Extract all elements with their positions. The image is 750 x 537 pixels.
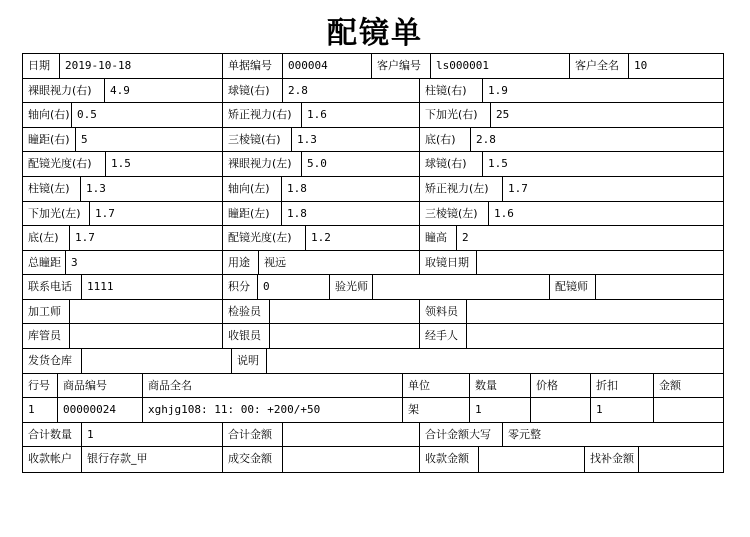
empty-field [654, 398, 723, 422]
empty-field [283, 447, 420, 472]
field-value: 10 [634, 59, 648, 72]
empty-field [283, 423, 420, 447]
field-label: 收款帐户 [23, 447, 82, 472]
form-row [23, 103, 723, 128]
field-value: 2019-10-18 [60, 54, 223, 78]
form-row [23, 152, 723, 177]
field-label: 底(右) [420, 128, 471, 152]
field-label: 配镜光度(右) [23, 152, 106, 176]
field-value: 1.6 [302, 103, 420, 127]
field-value: 1.7 [70, 226, 223, 250]
field-value: xghjg108: 11: 00: +200/+50 [143, 398, 403, 422]
field-label: 用途 [223, 251, 259, 275]
field-label: 成交金额 [223, 447, 283, 472]
field-label: 瞳高 [420, 226, 457, 250]
field-value: 1111 [82, 275, 223, 299]
form-row [23, 374, 723, 399]
field-value: 单位 [403, 374, 470, 398]
empty-field [467, 324, 723, 348]
field-label: 客户编号 [372, 54, 431, 78]
field-label: 轴向(左) [223, 177, 282, 201]
form-row [23, 54, 723, 79]
field-value: 0.5 [72, 103, 223, 127]
field-value: 25 [496, 108, 510, 122]
field-label: 配镜光度(左) [223, 226, 306, 250]
field-label: 说明 [232, 349, 267, 373]
field-label: 发货仓库 [23, 349, 82, 373]
empty-field [267, 349, 723, 373]
form-row [23, 324, 723, 349]
field-label: 检验员 [223, 300, 270, 324]
form-row [23, 79, 723, 104]
field-label: 经手人 [420, 324, 467, 348]
field-value: 1.5 [488, 157, 508, 171]
field-label: 积分 [223, 275, 258, 299]
empty-field [270, 324, 420, 348]
field-label: 配镜师 [550, 275, 596, 299]
field-value: 金额 [659, 378, 681, 392]
field-label: 取镜日期 [420, 251, 477, 275]
field-label: 瞳距(左) [223, 202, 282, 226]
form-row [23, 398, 723, 423]
empty-field [70, 324, 223, 348]
field-label: 轴向(右) [23, 103, 72, 127]
field-value: 数量 [470, 374, 531, 398]
order-form [22, 53, 724, 473]
field-value: 1 [82, 423, 223, 447]
field-label: 收款金额 [420, 447, 479, 472]
field-value: 2.8 [283, 79, 420, 103]
field-value: 1.3 [81, 177, 223, 201]
field-value: 1.8 [282, 202, 420, 226]
field-value: 1 [591, 398, 654, 422]
field-value: 行号 [23, 374, 58, 398]
field-value: 000004 [283, 54, 372, 78]
field-label: 验光师 [330, 275, 373, 299]
field-value: 商品全名 [143, 374, 403, 398]
field-label: 柱镜(左) [23, 177, 81, 201]
empty-field [373, 275, 550, 299]
empty-field [467, 300, 723, 324]
empty-field [270, 300, 420, 324]
field-label: 联系电话 [23, 275, 82, 299]
field-label: 合计金额 [223, 423, 283, 447]
form-row [23, 447, 723, 472]
field-value: 零元整 [508, 427, 541, 441]
field-label: 单据编号 [223, 54, 283, 78]
field-label: 日期 [23, 54, 60, 78]
field-label: 领料员 [420, 300, 467, 324]
field-label: 球镜(右) [420, 152, 483, 176]
field-value: 0 [258, 275, 330, 299]
field-value: 4.9 [105, 79, 223, 103]
field-value: 2 [462, 231, 469, 245]
field-value: 银行存款_甲 [82, 447, 223, 472]
field-label: 瞳距(右) [23, 128, 76, 152]
field-value: 1.9 [488, 83, 508, 97]
field-label: 底(左) [23, 226, 70, 250]
empty-field [479, 447, 585, 472]
field-value: 1.6 [494, 206, 514, 220]
form-row [23, 226, 723, 251]
field-value: 1.5 [106, 152, 223, 176]
field-label: 客户全名 [570, 54, 629, 78]
form-row [23, 251, 723, 276]
form-row [23, 275, 723, 300]
field-value: 架 [403, 398, 470, 422]
form-row [23, 177, 723, 202]
empty-field [639, 447, 723, 472]
empty-field [477, 251, 723, 275]
field-value: 商品编号 [58, 374, 143, 398]
field-value: 折扣 [591, 374, 654, 398]
field-label: 三棱镜(右) [223, 128, 292, 152]
field-value: 1.8 [282, 177, 420, 201]
field-label: 球镜(右) [223, 79, 283, 103]
field-label: 收银员 [223, 324, 270, 348]
field-value: 1.7 [508, 181, 528, 195]
form-row [23, 349, 723, 374]
page-title: 配镜单 [327, 16, 423, 51]
field-value: 5 [76, 128, 223, 152]
field-label: 库管员 [23, 324, 70, 348]
empty-field [531, 398, 591, 422]
field-label: 柱镜(右) [420, 79, 483, 103]
field-value: ls000001 [431, 54, 570, 78]
field-value: 1 [470, 398, 531, 422]
field-value: 价格 [531, 374, 591, 398]
field-label: 合计金额大写 [420, 423, 503, 447]
field-label: 合计数量 [23, 423, 82, 447]
form-row [23, 128, 723, 153]
field-label: 下加光(右) [420, 103, 491, 127]
field-value: 1 [23, 398, 58, 422]
empty-field [596, 275, 723, 299]
empty-field [70, 300, 223, 324]
empty-field [82, 349, 232, 373]
field-value: 3 [66, 251, 223, 275]
field-label: 裸眼视力(右) [23, 79, 105, 103]
field-value: 视远 [259, 251, 420, 275]
field-label: 总瞳距 [23, 251, 66, 275]
field-value: 00000024 [58, 398, 143, 422]
field-label: 找补金额 [585, 447, 639, 472]
form-row [23, 423, 723, 448]
field-label: 下加光(左) [23, 202, 90, 226]
field-value: 1.2 [306, 226, 420, 250]
field-label: 加工师 [23, 300, 70, 324]
field-label: 矫正视力(左) [420, 177, 503, 201]
field-value: 1.3 [292, 128, 420, 152]
field-value: 5.0 [302, 152, 420, 176]
field-value: 1.7 [90, 202, 223, 226]
field-label: 三棱镜(左) [420, 202, 489, 226]
field-value: 2.8 [476, 132, 496, 146]
field-label: 裸眼视力(左) [223, 152, 302, 176]
form-row [23, 300, 723, 325]
field-label: 矫正视力(右) [223, 103, 302, 127]
form-row [23, 202, 723, 227]
